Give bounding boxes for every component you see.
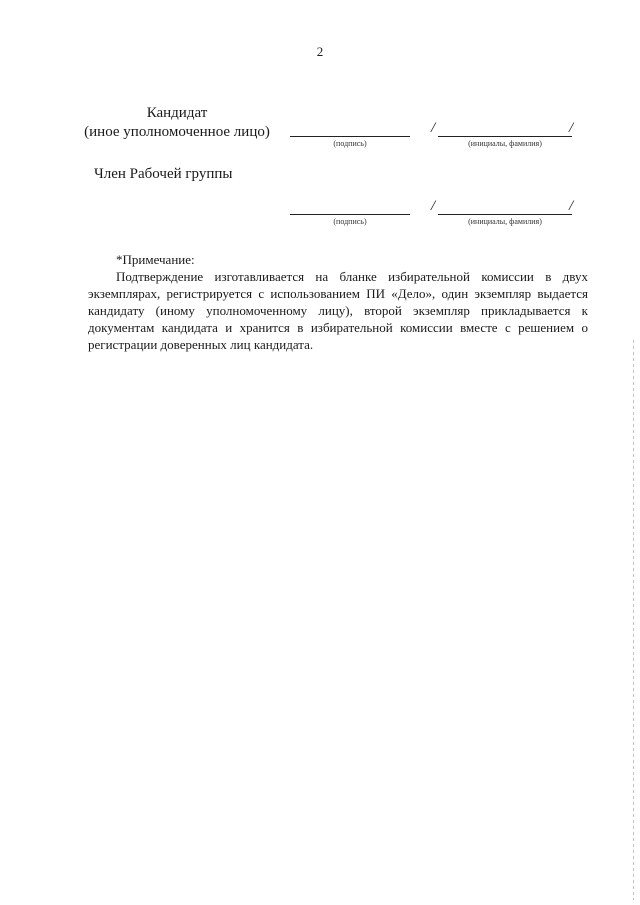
note-body: Подтверждение изготавливается на бланке избирательной комиссии в двух экземплярах, регистрируется с использованием ПИ «Дело», один экземпляр выдается кандидату (иному уполномоченному лицу), второй экземпляр прикладывается к документам кандидата и хранится в избирательной комиссии вместе с решением о регистрации доверенных лиц кандидата.: [88, 269, 588, 352]
member-name-caption: (инициалы, фамилия): [468, 217, 542, 226]
candidate-name-slash-left: /: [431, 120, 436, 136]
note-title: *Примечание:: [116, 252, 195, 267]
page-number: 2: [316, 44, 324, 59]
scan-edge-artifact: [633, 340, 634, 900]
member-title: Член Рабочей группы: [94, 166, 233, 182]
candidate-name-slash-right: /: [569, 120, 574, 136]
member-signature-caption: (подпись): [333, 217, 367, 226]
candidate-role-block: [72, 104, 282, 142]
member-signature-line: [290, 214, 410, 215]
candidate-signature-caption: (подпись): [333, 139, 367, 148]
candidate-signature-line: [290, 136, 410, 137]
member-name-slash-left: /: [431, 198, 436, 214]
member-name-line: [438, 214, 572, 215]
candidate-subtitle: (иное уполномоченное лицо): [84, 124, 270, 140]
candidate-name-caption: (инициалы, фамилия): [468, 139, 542, 148]
candidate-name-line: [438, 136, 572, 137]
candidate-title: Кандидат: [146, 105, 208, 121]
member-name-slash-right: /: [569, 198, 574, 214]
